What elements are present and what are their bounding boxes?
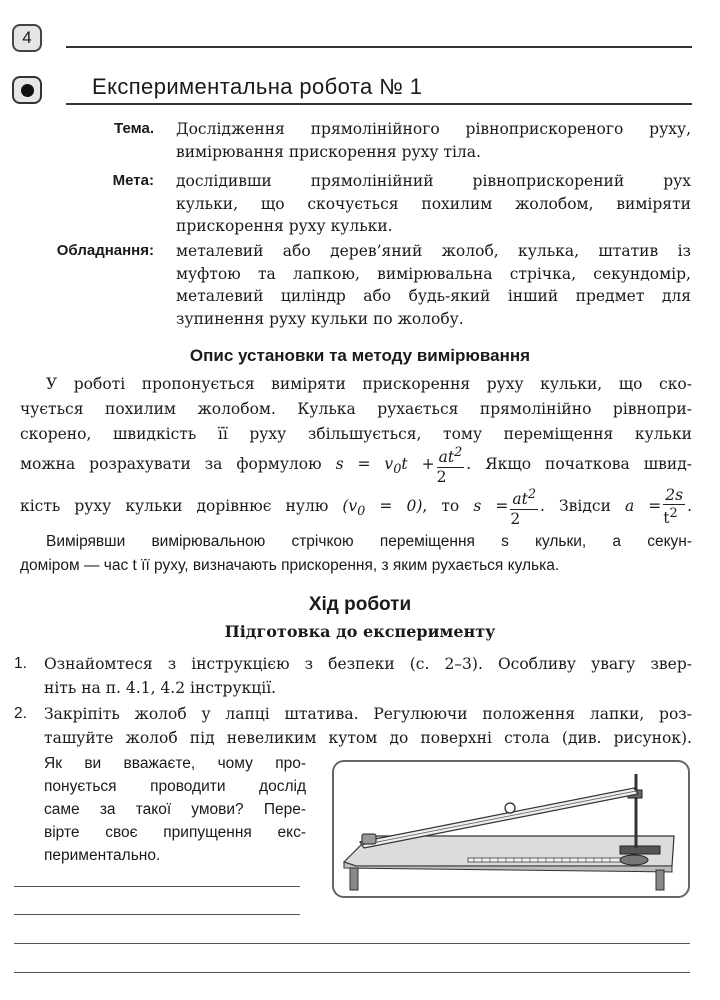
- title-rule: [66, 103, 692, 105]
- question-line: Як ви вважаєте, чому про-: [44, 755, 306, 772]
- measurement-paragraph: [20, 530, 692, 578]
- procedure-heading: Хід роботи: [308, 594, 412, 615]
- formula-part: t +: [401, 455, 435, 473]
- formula-acceleration: a = $\frac{2s}{t^2}$ .: [624, 486, 692, 528]
- topic-text: [176, 118, 691, 163]
- formula-row: [20, 444, 692, 490]
- list-item: [14, 702, 692, 750]
- equipment-line: металевий або дерев’яний жолоб, кулька, штатив із: [176, 242, 691, 260]
- formula-motion: [335, 445, 467, 486]
- question-line: периментально.: [44, 847, 161, 864]
- formula-part: = 0): [365, 497, 423, 515]
- formula-text: . Звідси: [540, 497, 611, 515]
- list-item-line: Ознайомтеся з інструкцією з безпеки (с. 2–3). Особливу увагу звер-: [44, 655, 692, 673]
- experiment-icon: [12, 76, 42, 104]
- stop-cylinder: [362, 834, 376, 844]
- topic-line: вимірювання прискорення руху тіла.: [176, 142, 481, 161]
- formula-subscript: 0: [357, 504, 366, 520]
- list-item-line: ніть на п. 4.1, 4.2 інструкції.: [44, 679, 277, 697]
- ball: [505, 803, 515, 813]
- measurement-line: Вимірявши вимірювальною стрічкою переміщення s кульки, а секун-: [46, 533, 692, 550]
- method-line: скорено, швидкість її руху збільшується, тому переміщення кульки: [20, 425, 692, 443]
- answer-line[interactable]: [14, 914, 300, 915]
- answer-line[interactable]: [14, 886, 300, 887]
- formula-line-1: [20, 444, 692, 490]
- list-item-text: [44, 702, 692, 750]
- fraction: [437, 444, 465, 485]
- goal-line: кульки, що скочується похилим жолобом, виміряти: [176, 194, 691, 213]
- lab-title: Експериментальна робота № 1: [92, 74, 423, 99]
- stand-base: [620, 846, 660, 854]
- fraction-exponent: 2: [669, 506, 678, 522]
- fraction-numerator: 2s: [665, 486, 684, 505]
- list-item-number: 1.: [14, 655, 27, 672]
- question-line: саме за такої умови? Пере-: [44, 801, 306, 818]
- equipment-line: металевий циліндр або будь-який інший предмет для: [176, 287, 691, 305]
- equipment-text: [176, 240, 691, 330]
- formula-part: s =: [473, 497, 509, 515]
- list-item-text: [44, 652, 692, 700]
- fraction: [510, 486, 538, 527]
- experiment-setup-illustration: [334, 762, 688, 896]
- goal-line: дослідивши прямолінійний рівноприскорений рух: [176, 172, 691, 190]
- formula-line-2: [20, 486, 692, 532]
- list-item-line: ташуйте жолоб під невеликим кутом до поверхні стола (див. рисунок).: [44, 729, 692, 747]
- method-paragraph: [20, 372, 692, 447]
- fraction-denominator: t: [663, 509, 670, 528]
- page-number-badge: [12, 24, 42, 52]
- header-rule: [66, 46, 692, 48]
- table-leg: [350, 868, 358, 890]
- answer-line[interactable]: [14, 943, 690, 944]
- formula-part: s = v: [335, 455, 394, 473]
- formula-subscript: 0: [393, 462, 402, 478]
- topic-label: Тема.: [114, 120, 154, 137]
- method-line: чується похилим жолобом. Кулька рухається прямолінійно рівнопри-: [20, 400, 692, 418]
- goal-line: прискорення руху кульки.: [176, 217, 393, 235]
- table-leg: [656, 870, 664, 890]
- formula-row: [20, 486, 692, 532]
- fraction-numerator: at: [512, 490, 528, 509]
- question-line: вірте своє припущення екс-: [44, 824, 306, 841]
- equipment-label: Обладнання:: [56, 242, 154, 259]
- formula-text: , то: [422, 497, 460, 515]
- fraction: [663, 486, 685, 527]
- answer-line[interactable]: [14, 972, 690, 973]
- question-line: понується проводити дослід: [44, 778, 306, 795]
- fraction-numerator: at: [438, 448, 455, 467]
- fraction-exponent: 2: [454, 445, 463, 461]
- fraction-denominator: 2: [436, 467, 447, 486]
- procedure-subheading: Підготовка до експерименту: [224, 622, 496, 641]
- formula-text: . Якщо початкова швид-: [466, 455, 692, 473]
- equipment-line: муфтою та лапкою, вимірювальна стрічка, секундомір,: [176, 264, 691, 283]
- list-item-line: Закріпіть жолоб у лапці штатива. Регулюючи положення лапки, роз-: [44, 705, 692, 723]
- formula-part: (v: [342, 497, 358, 515]
- formula-part: a =: [624, 497, 662, 515]
- formula-text: кість руху кульки дорівнює нулю: [20, 497, 329, 515]
- list-item-number: 2.: [14, 705, 27, 722]
- goal-text: [176, 170, 691, 238]
- question-text: [44, 752, 306, 867]
- goal-label: Мета:: [112, 172, 154, 189]
- fraction-denominator: 2: [510, 509, 521, 528]
- method-line: У роботі пропонується виміряти прискорення руху кульки, що ско-: [46, 375, 692, 393]
- topic-line: Дослідження прямолінійного рівноприскореного руху,: [176, 120, 691, 138]
- list-item: [14, 652, 692, 700]
- formula-displacement: [473, 487, 540, 528]
- tape-roll: [620, 855, 648, 865]
- page-number: 4: [22, 28, 32, 47]
- equipment-line: зупинення руху кульки по жолобу.: [176, 309, 464, 328]
- fraction-exponent: 2: [527, 487, 537, 503]
- measurement-line: доміром — час t її руху, визначають прискорення, з яким рухається кулька.: [20, 557, 560, 574]
- method-heading: Опис установки та методу вимірювання: [189, 346, 531, 365]
- bullet-dot-icon: [21, 84, 34, 97]
- formula-initial-velocity: [342, 497, 423, 520]
- experiment-figure: [332, 760, 690, 898]
- formula-text: можна розрахувати за формулою: [20, 455, 322, 473]
